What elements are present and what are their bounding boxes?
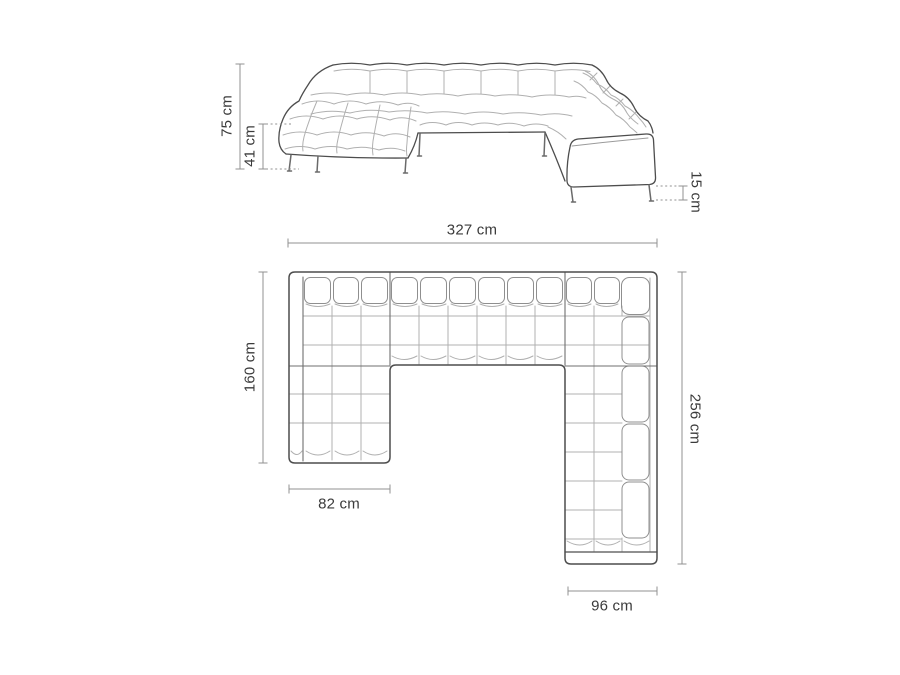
dimension-line-arm-width [568,587,657,596]
perspective-tufting-lines [283,69,646,156]
dimension-line-left-depth [259,272,268,463]
dimension-line-total-width [288,239,657,248]
dimension-label-total-height: 75 cm [218,95,236,137]
dimension-label-total-width: 327 cm [446,221,498,239]
dimension-label-total-depth: 256 cm [686,393,704,445]
perspective-outline [279,63,656,187]
dimension-line-leg-height [656,186,688,200]
dimension-label-chaise-width: 82 cm [318,495,360,513]
dimension-label-leg-height: 15 cm [687,171,705,213]
dimension-label-left-depth: 160 cm [241,341,259,393]
perspective-view-drawing [279,63,656,202]
dimension-label-arm-width: 96 cm [591,597,633,615]
plan-view-drawing [289,272,657,564]
dimension-line-total-depth [678,272,687,564]
dimension-line-seat-height [259,124,300,169]
dimension-line-chaise-width [289,485,390,494]
dimension-label-seat-height: 41 cm [241,125,259,167]
